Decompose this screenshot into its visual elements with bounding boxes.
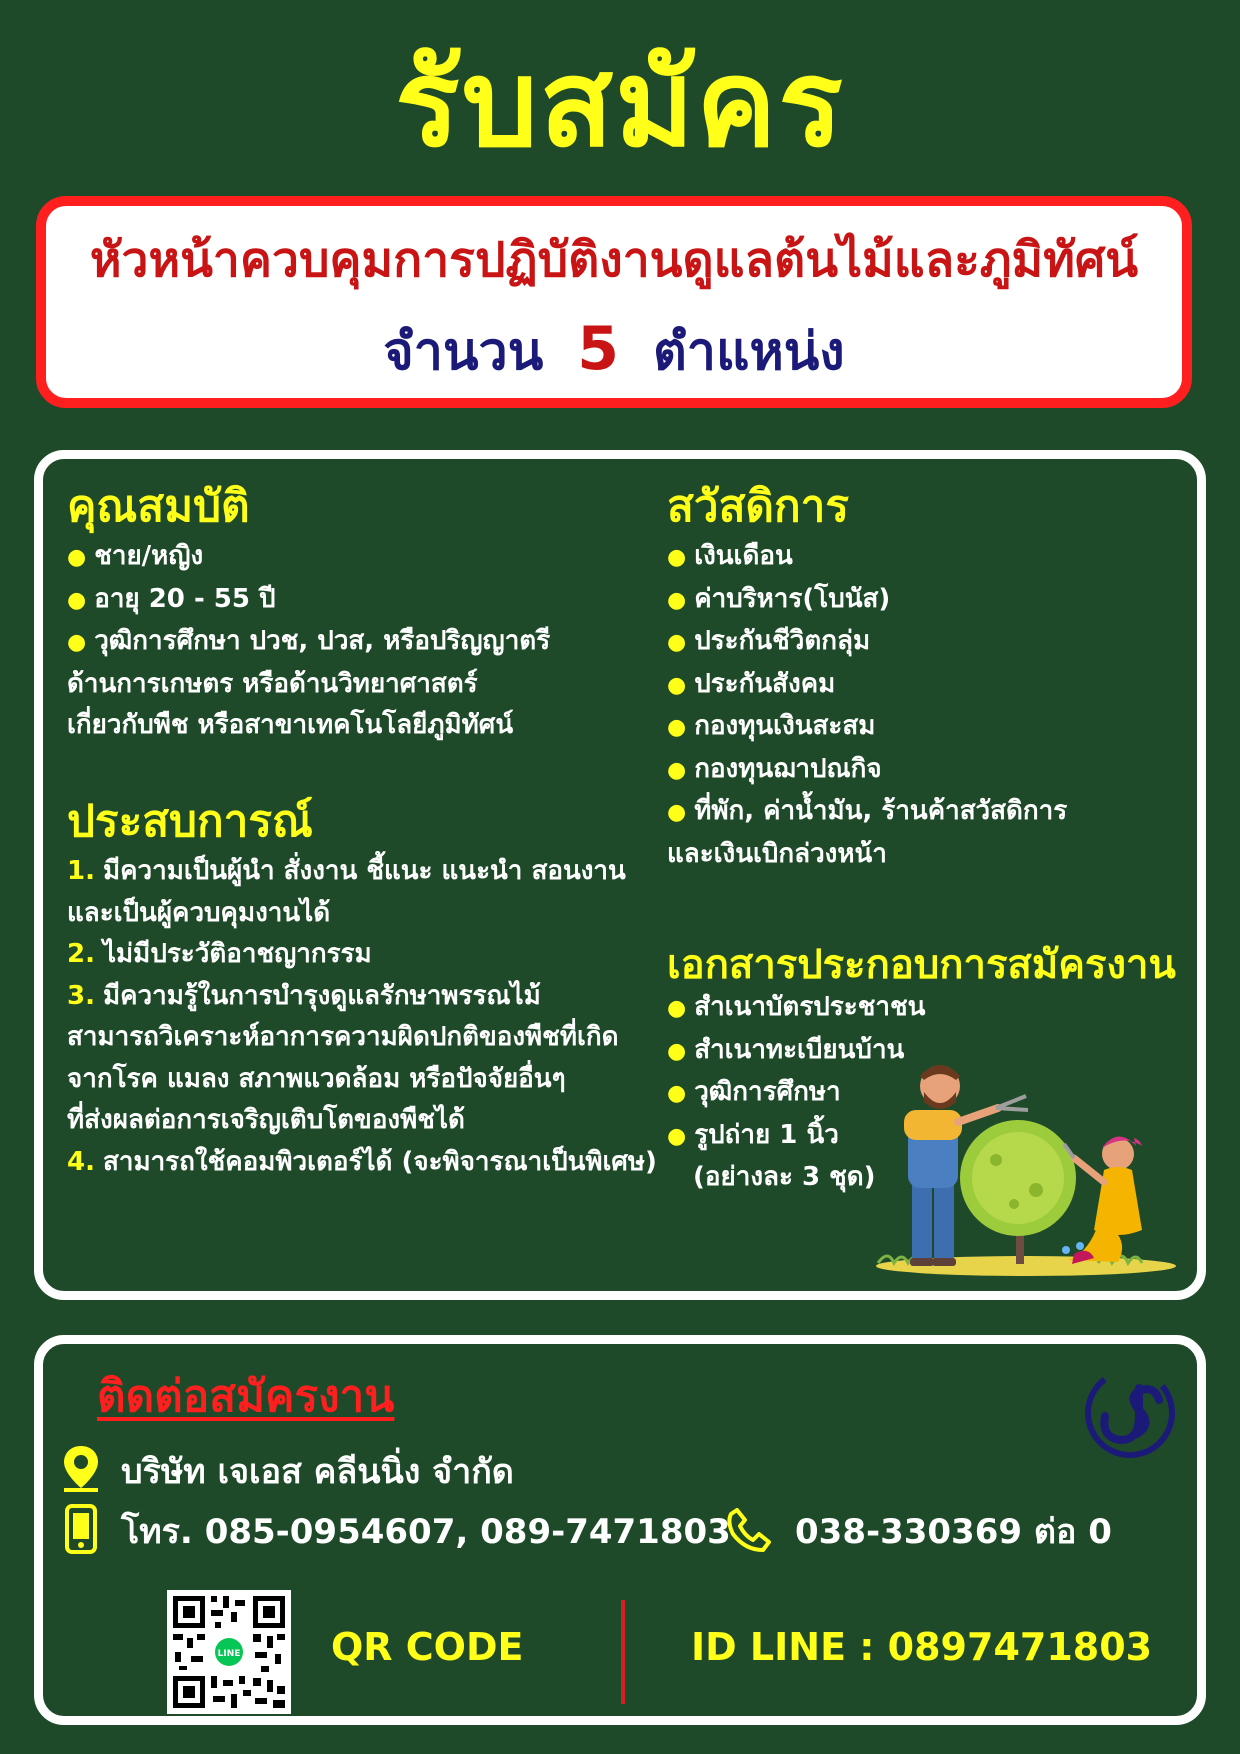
bullet-icon: ● [667,1038,687,1064]
list-item-continuation: (อย่างละ 3 ชุด) [693,1162,876,1192]
qualifications-heading: คุณสมบัติ [67,481,250,532]
line-id: ID LINE : 0897471803 [691,1625,1153,1669]
bullet-icon: ● [667,1081,687,1106]
list-item-continuation: ที่ส่งผลต่อการเจริญเติบโตของพืชได้ [67,1105,465,1135]
bullet-icon: ● [667,545,687,570]
list-item: 3. มีความรู้ในการบำรุงดูแลรักษาพรรณไม้ [67,980,541,1011]
bullet-icon: ● [667,630,687,655]
qr-code-label: QR CODE [331,1625,524,1669]
list-item: 1. มีความเป็นผู้นำ สั่งงาน ชี้แนะ แนะนำ สอนงาน [67,856,626,886]
company-name: บริษัท เจเอส คลีนนิ่ง จำกัด [121,1452,514,1492]
list-item: ● รูปถ่าย 1 นิ้ว [667,1119,839,1150]
qr-code[interactable] [167,1590,291,1714]
list-item: 2. ไม่มีประวัติอาชญากรรม [67,939,372,969]
documents-heading: เอกสารประกอบการสมัครงาน [667,942,1176,988]
experience-heading: ประสบการณ์ [67,796,313,847]
count-prefix: จำนวน [383,322,544,382]
company-logo [1081,1364,1179,1462]
bullet-icon: ● [667,672,687,698]
bullet-icon: ● [667,715,687,740]
list-item: ● กองทุนเงินสะสม [667,711,876,741]
qr-line-badge: LINE [217,1649,241,1659]
position-box [36,196,1192,408]
bullet-icon: ● [667,757,687,783]
list-item: ● ประกันชีวิตกลุ่ม [667,626,871,656]
list-item-continuation: เกี่ยวกับพืช หรือสาขาเทคโนโลยีภูมิทัศน์ [67,710,514,740]
experience-list [67,851,657,1183]
list-item: ● ที่พัก, ค่าน้ำมัน, ร้านค้าสวัสดิการ [667,796,1068,826]
count-suffix: ตำแหน่ง [653,322,845,382]
qualifications-list [67,536,550,747]
contact-title: ติดต่อสมัครงาน [97,1371,395,1422]
list-item: ● เงินเดือน [667,541,793,571]
list-item: 4. สามารถใช้คอมพิวเตอร์ได้ (จะพิจารณาเป็นพิเศษ) [67,1146,657,1177]
mobile-phone-icon [65,1504,97,1554]
list-item-continuation: จากโรค แมลง สภาพแวดล้อม หรือปัจจัยอื่นๆ [67,1063,566,1094]
gardeners-illustration [868,1058,1184,1280]
divider [621,1600,625,1704]
bullet-icon: ● [67,630,87,655]
list-item: ● กองทุนฌาปณกิจ [667,753,882,784]
bullet-icon: ● [667,587,687,613]
bullet-icon: ● [667,1123,687,1149]
position-title: หัวหน้าควบคุมการปฏิบัติงานดูแลต้นไม้และภูมิทัศน์ [89,232,1139,288]
hero-title: รับสมัคร [395,35,845,174]
list-item: ● ประกันสังคม [667,668,836,699]
office-phone: 038-330369 ต่อ 0 [795,1512,1112,1552]
list-item: ● วุฒิการศึกษา ปวช, ปวส, หรือปริญญาตรี [67,626,551,656]
list-item: ● สำเนาทะเบียนบ้าน [667,1034,905,1065]
count-number: 5 [577,314,619,384]
welfare-heading: สวัสดิการ [667,481,849,532]
bullet-icon: ● [667,800,687,825]
welfare-list [667,536,1067,875]
list-item-continuation: ด้านการเกษตร หรือด้านวิทยาศาสตร์ [67,668,478,699]
position-count [46,314,1182,387]
bullet-icon: ● [667,996,687,1021]
phone-handset-icon [725,1506,773,1554]
contact-panel [34,1335,1206,1725]
mobile-numbers: โทร. 085-0954607, 089-7471803 [121,1512,731,1552]
bullet-icon: ● [67,587,87,613]
list-item-continuation: และเป็นผู้ควบคุมงานได้ [67,897,331,928]
list-item: ● อายุ 20 - 55 ปี [67,583,276,614]
list-item: ● สำเนาบัตรประชาชน [667,992,926,1022]
location-pin-icon [61,1444,101,1492]
list-item-continuation: สามารถวิเคราะห์อาการความผิดปกติของพืชที่เกิด [67,1022,619,1052]
list-item: ● ชาย/หญิง [67,541,204,571]
bullet-icon: ● [67,545,87,570]
list-item: ● วุฒิการศึกษา [667,1077,841,1107]
list-item-continuation: และเงินเบิกล่วงหน้า [667,838,887,869]
list-item: ● ค่าบริหาร(โบนัส) [667,583,891,614]
